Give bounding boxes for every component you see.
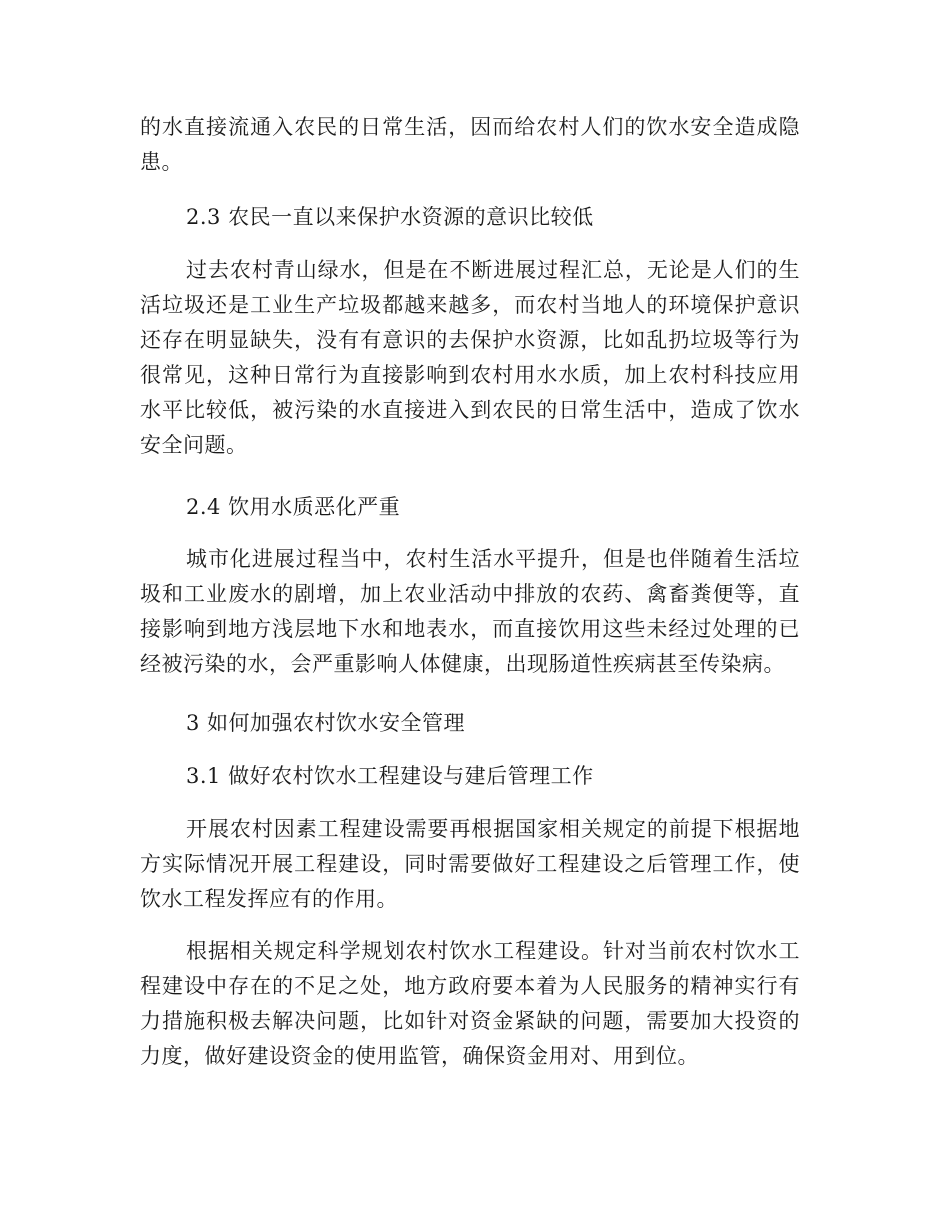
paragraph-continued: 的水直接流通入农民的日常生活，因而给农村人们的饮水安全造成隐患。 xyxy=(140,115,800,174)
paragraph-3-1-b: 根据相关规定科学规划农村饮水工程建设。针对当前农村饮水工程建设中存在的不足之处，地方政府要本着为人民服务的精神实行有力措施积极去解决问题，比如针对资金紧缺的问题，需要加大投资的力度，做好建设资金的使用监管，确保资金用对、用到位。 xyxy=(140,939,800,1068)
paragraph-2-4: 城市化进展过程当中，农村生活水平提升，但是也伴随着生活垃圾和工业废水的剧增，加上农业活动中排放的农药、禽畜粪便等，直接影响到地方浅层地下水和地表水，而直接饮用这些未经过处理的已经被污染的水，会严重影响人体健康，出现肠道性疾病甚至传染病。 xyxy=(140,547,800,676)
section-heading-2-4: 2.4 饮用水质恶化严重 xyxy=(186,495,401,519)
section-heading-3: 3 如何加强农村饮水安全管理 xyxy=(186,711,466,735)
paragraph-3-1-a: 开展农村因素工程建设需要再根据国家相关规定的前提下根据地方实际情况开展工程建设，同时需要做好工程建设之后管理工作，使饮水工程发挥应有的作用。 xyxy=(140,817,800,911)
section-heading-3-1: 3.1 做好农村饮水工程建设与建后管理工作 xyxy=(186,764,594,788)
section-heading-2-3: 2.3 农民一直以来保护水资源的意识比较低 xyxy=(186,205,594,229)
paragraph-2-3: 过去农村青山绿水，但是在不断进展过程汇总，无论是人们的生活垃圾还是工业生产垃圾都越来越多，而农村当地人的环境保护意识还存在明显缺失，没有有意识的去保护水资源，比如乱扔垃圾等行为很常见，这种日常行为直接影响到农村用水水质，加上农村科技应用水平比较低，被污染的水直接进入到农民的日常生活中，造成了饮水安全问题。 xyxy=(140,258,800,457)
